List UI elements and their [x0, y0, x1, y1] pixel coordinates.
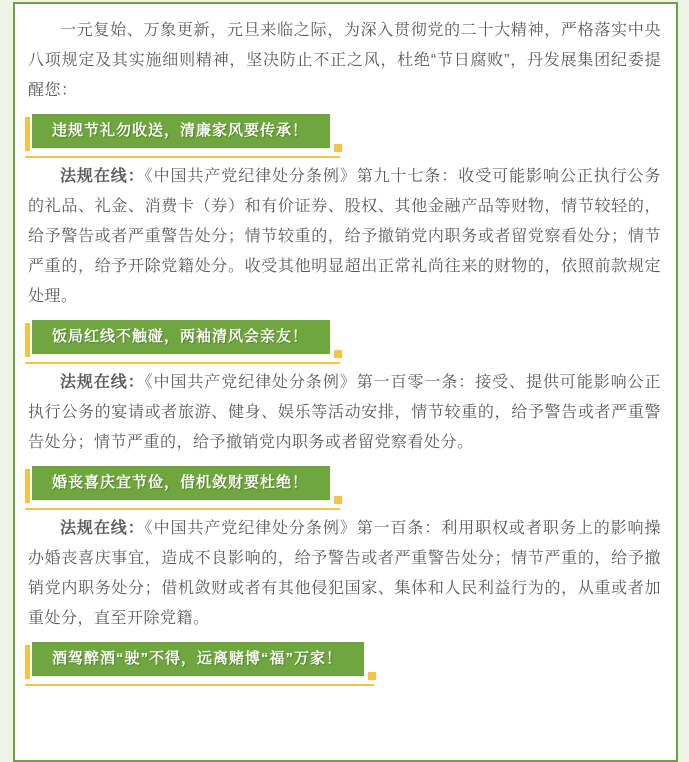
banner-underline [25, 684, 374, 686]
law-paragraph [28, 162, 661, 312]
banner-accent-bar [25, 469, 30, 503]
banner-title: 婚丧喜庆宜节俭，借机敛财要杜绝！ [32, 466, 330, 500]
banner-gift-rules [25, 114, 330, 148]
section-wedding-funeral-rules [15, 466, 676, 634]
law-label: 法规在线： [60, 374, 145, 391]
article-card [13, 2, 678, 762]
banner-head [25, 114, 330, 148]
banner-head [25, 466, 330, 500]
law-text: 《中国共产党纪律处分条例》第一百条：利用职权或者职务上的影响操办婚丧喜庆事宜，造成不良影响的，给予警告或者严重警告处分；情节严重的，给予撤销党内职务处分；借机敛财或者有其他侵犯国家、集体和人民利益行为的，从重或者加重处分，直至开除党籍。 [28, 520, 661, 627]
section-banquet-rules [15, 320, 676, 458]
banner-accent-bar [25, 117, 30, 151]
banner-wedding-funeral-rules [25, 466, 330, 500]
banner-underline-endcap-icon [334, 350, 342, 358]
law-text: 《中国共产党纪律处分条例》第一百零一条：接受、提供可能影响公正执行公务的宴请或者旅游、健身、娱乐等活动安排，情节较重的，给予警告或者严重警告处分；情节严重的，给予撤销党内职务或者留党察看处分。 [28, 374, 661, 451]
section-gift-rules [15, 114, 676, 312]
law-paragraph [28, 368, 661, 458]
banner-head [25, 320, 330, 354]
law-label: 法规在线： [60, 520, 145, 537]
banner-underline-endcap-icon [368, 672, 376, 680]
banner-drunk-driving-gambling [25, 642, 364, 676]
banner-accent-bar [25, 645, 30, 679]
banner-underline [25, 156, 340, 158]
banner-banquet-rules [25, 320, 330, 354]
banner-title: 饭局红线不触碰，两袖清风会亲友！ [32, 320, 330, 354]
banner-underline [25, 362, 340, 364]
law-text: 《中国共产党纪律处分条例》第九十七条：收受可能影响公正执行公务的礼品、礼金、消费卡（券）和有价证券、股权、其他金融产品等财物，情节较轻的，给予警告或者严重警告处分；情节较重的，给予撤销党内职务或者留党察看处分；情节严重的，给予开除党籍处分。收受其他明显超出正常礼尚往来的财物的，依照前款规定处理。 [28, 168, 661, 305]
banner-underline-endcap-icon [334, 144, 342, 152]
banner-head [25, 642, 364, 676]
banner-title: 酒驾醉酒“驶”不得，远离赌博“福”万家！ [32, 642, 364, 676]
law-paragraph [28, 514, 661, 634]
banner-title: 违规节礼勿收送，清廉家风要传承！ [32, 114, 330, 148]
law-label: 法规在线： [60, 168, 145, 185]
banner-underline [25, 508, 340, 510]
intro-paragraph: 一元复始、万象更新，元旦来临之际，为深入贯彻党的二十大精神，严格落实中央八项规定及其实施细则精神，坚决防止不正之风，杜绝“节日腐败”，丹发展集团纪委提醒您： [28, 22, 661, 99]
banner-accent-bar [25, 323, 30, 357]
section-drunk-driving-gambling [15, 642, 676, 676]
banner-underline-endcap-icon [334, 496, 342, 504]
